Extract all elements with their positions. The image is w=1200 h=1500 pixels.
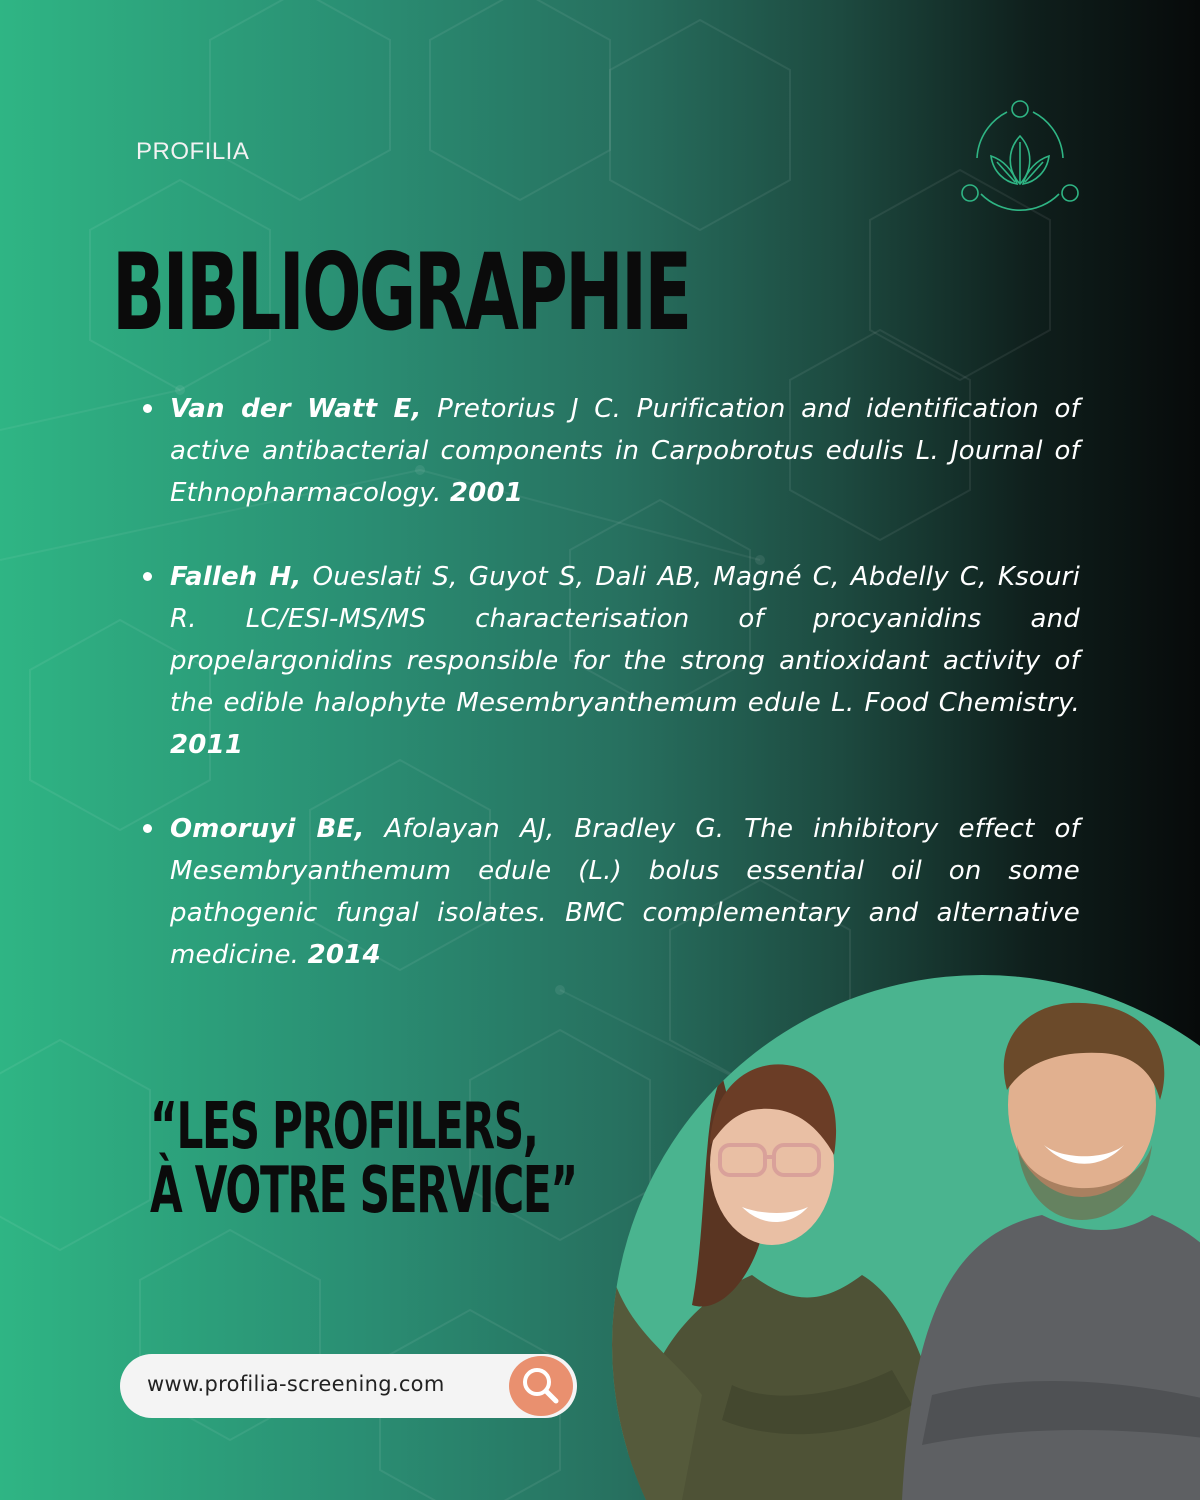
search-button[interactable]: [509, 1356, 573, 1416]
slogan-line-1: “LES PROFILERS,: [150, 1090, 538, 1164]
reference-authors: Falleh H,: [170, 562, 302, 592]
reference-item: [140, 556, 1080, 766]
person-man: [902, 1003, 1200, 1500]
page-title: BIBLIOGRAPHIE: [112, 231, 690, 354]
person-woman: [612, 1064, 952, 1500]
reference-list: [140, 388, 1080, 1018]
reference-item: [140, 388, 1080, 514]
team-photo-illustration: [612, 975, 1200, 1500]
website-search-bar[interactable]: [120, 1354, 577, 1418]
leaf-logo-icon: [955, 98, 1085, 228]
reference-text: Oueslati S, Guyot S, Dali AB, Magné C, Abdelly C, Ksouri R. LC/ESI-MS/MS characterisation of procyanidins and propelargonidins responsible for the strong antioxidant activity of the edible halophyte Mesembryanthemum edule L. Food Chemistry.: [170, 562, 1080, 718]
reference-authors: Omoruyi BE,: [170, 814, 365, 844]
brand-name: PROFILIA: [136, 138, 250, 165]
website-url[interactable]: www.profilia-screening.com: [147, 1372, 445, 1396]
slogan: [150, 1090, 577, 1228]
reference-year: 2001: [449, 478, 524, 508]
bullet-icon: [143, 572, 152, 581]
bullet-icon: [143, 404, 152, 413]
reference-item: [140, 808, 1080, 976]
slogan-line-2: À VOTRE SERVICE”: [150, 1154, 577, 1228]
team-photo: [612, 975, 1200, 1500]
reference-year: 2011: [170, 730, 244, 760]
reference-year: 2014: [307, 940, 381, 970]
bullet-icon: [143, 824, 152, 833]
reference-authors: Van der Watt E,: [170, 394, 422, 424]
reference-text: Pretorius J C. Purification and identification of active antibacterial components in Carpobrotus edulis L. Journal of Ethnopharmacology.: [170, 394, 1080, 508]
reference-text: Afolayan AJ, Bradley G. The inhibitory effect of Mesembryanthemum edule (L.) bolus essential oil on some pathogenic fungal isolates. BMC complementary and alternative medicine.: [170, 814, 1080, 970]
search-icon: [509, 1356, 573, 1416]
